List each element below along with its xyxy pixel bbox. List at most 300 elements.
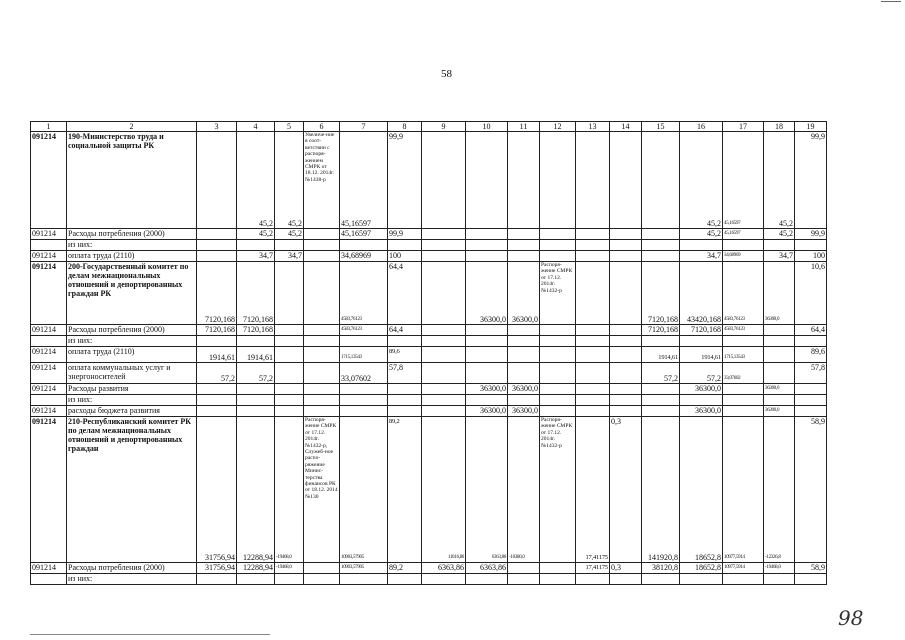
cell xyxy=(304,229,340,240)
note-cell: Распоря-жение СМРК от 17.12. 2014г. №1432-р xyxy=(540,417,576,563)
cell xyxy=(576,229,610,240)
cell xyxy=(610,336,642,347)
kbk-code: 091214 xyxy=(31,406,67,417)
cell xyxy=(576,363,610,384)
cell xyxy=(723,384,764,395)
cell xyxy=(422,406,466,417)
cell: 45,2 xyxy=(237,229,275,240)
cell xyxy=(197,240,237,251)
cell xyxy=(540,574,576,585)
col-header: 13 xyxy=(576,122,610,132)
col-header: 1 xyxy=(31,122,67,132)
cell: 89,6 xyxy=(388,347,422,363)
cell xyxy=(576,406,610,417)
cell xyxy=(508,363,540,384)
cell xyxy=(304,395,340,406)
cell xyxy=(642,132,680,229)
cell xyxy=(237,240,275,251)
cell: 18652,8 xyxy=(680,417,723,563)
cell: 36300,0 xyxy=(764,406,795,417)
table-row xyxy=(31,574,827,585)
kbk-code: 091214 xyxy=(31,325,67,336)
row-name: оплата труда (2110) xyxy=(67,347,197,363)
col-header: 12 xyxy=(540,122,576,132)
cell: 36300,0 xyxy=(680,406,723,417)
cell xyxy=(540,395,576,406)
col-header: 16 xyxy=(680,122,723,132)
cell xyxy=(680,336,723,347)
cell: -19468,0 xyxy=(275,563,304,574)
cell: 7120,168 xyxy=(197,325,237,336)
cell xyxy=(466,574,508,585)
cell xyxy=(466,251,508,262)
cell xyxy=(508,132,540,229)
note-cell: Распоря-жение СМРК от 17.12. 2014г. №1432-р, Служеб-ное распо-ряжение Минис-терства финансов РК от 18.12. 2014 №130 xyxy=(304,417,340,563)
cell xyxy=(466,395,508,406)
cell: 57,2 xyxy=(642,363,680,384)
cell: 12288,94 xyxy=(237,563,275,574)
cell xyxy=(275,363,304,384)
cell: 18652,8 xyxy=(680,563,723,574)
col-header: 4 xyxy=(237,122,275,132)
cell xyxy=(466,240,508,251)
cell xyxy=(275,395,304,406)
cell: 7120,168 xyxy=(680,325,723,336)
cell xyxy=(466,363,508,384)
col-header: 15 xyxy=(642,122,680,132)
kbk-code: 091214 xyxy=(31,384,67,395)
cell xyxy=(197,406,237,417)
cell xyxy=(237,406,275,417)
cell xyxy=(642,336,680,347)
cell xyxy=(304,251,340,262)
cell xyxy=(610,574,642,585)
cell xyxy=(610,363,642,384)
cell xyxy=(340,395,388,406)
cell xyxy=(610,229,642,240)
cell: 10977,5914 xyxy=(723,563,764,574)
cell: 36300,0 xyxy=(508,262,540,325)
cell xyxy=(764,347,795,363)
cell: 36300,0 xyxy=(508,384,540,395)
cell: 36300,0 xyxy=(466,262,508,325)
cell: 34,7 xyxy=(237,251,275,262)
col-header: 14 xyxy=(610,122,642,132)
cell: 58,9 xyxy=(795,563,827,574)
cell: 11016,86 xyxy=(422,417,466,563)
table-row xyxy=(31,251,827,262)
cell: 57,8 xyxy=(795,363,827,384)
cell: -19468,0 xyxy=(275,417,304,563)
cell xyxy=(304,574,340,585)
cell: 1914,61 xyxy=(642,347,680,363)
cell xyxy=(237,384,275,395)
cell xyxy=(576,262,610,325)
cell xyxy=(764,240,795,251)
cell xyxy=(508,336,540,347)
kbk-code: 091214 xyxy=(31,229,67,240)
cell xyxy=(642,574,680,585)
table-row xyxy=(31,240,827,251)
cell: 58,9 xyxy=(795,417,827,563)
cell: 4583,76123 xyxy=(723,325,764,336)
cell xyxy=(275,336,304,347)
cell xyxy=(388,574,422,585)
cell: 6363,86 xyxy=(466,563,508,574)
kbk-code: 091214 xyxy=(31,347,67,363)
cell: 36300,0 xyxy=(680,384,723,395)
cell xyxy=(540,347,576,363)
note-cell: Увеличе-ние в соот-ветствии с распоря-жением СМРК от 18.12. 2014г. №1438-р xyxy=(304,132,340,229)
row-name: 210-Республиканский комитет РК по делам межнациональных отношений и депортированных граждан xyxy=(67,417,197,563)
cell xyxy=(764,336,795,347)
table-row xyxy=(31,363,827,384)
row-name: из них: xyxy=(67,574,197,585)
cell: 6363,86 xyxy=(466,417,508,563)
cell: 1715,13543 xyxy=(340,347,388,363)
cell: 38120,8 xyxy=(642,563,680,574)
row-name: Расходы потребления (2000) xyxy=(67,563,197,574)
cell xyxy=(576,574,610,585)
col-header: 5 xyxy=(275,122,304,132)
cell: 43420,168 xyxy=(680,262,723,325)
cell xyxy=(275,262,304,325)
kbk-code: 091214 xyxy=(31,417,67,563)
cell xyxy=(340,384,388,395)
cell xyxy=(576,336,610,347)
cell xyxy=(422,336,466,347)
cell: 57,2 xyxy=(680,363,723,384)
cell xyxy=(466,132,508,229)
cell xyxy=(340,240,388,251)
cell: 45,2 xyxy=(680,132,723,229)
cell xyxy=(540,336,576,347)
handwritten-page-number: 98 xyxy=(838,606,864,630)
cell xyxy=(642,406,680,417)
cell xyxy=(540,240,576,251)
cell: 1914,61 xyxy=(197,347,237,363)
table-row xyxy=(31,406,827,417)
cell xyxy=(197,574,237,585)
cell: 45,2 xyxy=(275,229,304,240)
cell xyxy=(466,229,508,240)
cell xyxy=(304,406,340,417)
cell: 64,4 xyxy=(795,325,827,336)
cell xyxy=(304,336,340,347)
cell: 89,6 xyxy=(795,347,827,363)
cell: 17,41175 xyxy=(576,563,610,574)
cell xyxy=(508,251,540,262)
cell xyxy=(576,325,610,336)
cell xyxy=(508,347,540,363)
kbk-code: 091214 xyxy=(31,563,67,574)
col-header: 7 xyxy=(340,122,388,132)
cell xyxy=(540,406,576,417)
cell: 7120,168 xyxy=(237,262,275,325)
cell: 99,9 xyxy=(795,229,827,240)
cell: 0,3 xyxy=(610,563,642,574)
cell xyxy=(388,240,422,251)
cell xyxy=(304,262,340,325)
cell: 45,2 xyxy=(237,132,275,229)
cell: 7120,168 xyxy=(642,325,680,336)
kbk-code: 091214 xyxy=(31,132,67,229)
cell xyxy=(576,132,610,229)
cell xyxy=(197,251,237,262)
cell: 45,16597 xyxy=(340,229,388,240)
cell: 36300,0 xyxy=(466,384,508,395)
table-row xyxy=(31,325,827,336)
cell xyxy=(304,563,340,574)
cell: 57,8 xyxy=(388,363,422,384)
cell xyxy=(680,574,723,585)
cell: 45,16597 xyxy=(723,132,764,229)
table-row xyxy=(31,336,827,347)
cell xyxy=(610,251,642,262)
cell: 89,2 xyxy=(388,417,422,563)
row-name: Расходы развития xyxy=(67,384,197,395)
cell xyxy=(422,262,466,325)
cell xyxy=(642,251,680,262)
footer-rule xyxy=(30,634,270,635)
cell xyxy=(275,384,304,395)
cell: -10380,0 xyxy=(508,417,540,563)
cell: 33,07602 xyxy=(723,363,764,384)
kbk-code: 091214 xyxy=(31,251,67,262)
row-name: из них: xyxy=(67,395,197,406)
cell: 34,7 xyxy=(764,251,795,262)
table-row xyxy=(31,262,827,325)
cell: 89,2 xyxy=(388,563,422,574)
cell xyxy=(304,240,340,251)
cell xyxy=(466,325,508,336)
cell xyxy=(275,347,304,363)
cell xyxy=(508,229,540,240)
cell xyxy=(388,384,422,395)
cell xyxy=(422,240,466,251)
cell xyxy=(723,336,764,347)
cell xyxy=(576,240,610,251)
cell xyxy=(610,384,642,395)
cell xyxy=(795,384,827,395)
col-header: 9 xyxy=(422,122,466,132)
col-header: 8 xyxy=(388,122,422,132)
cell xyxy=(610,406,642,417)
corner-mark xyxy=(881,1,901,2)
cell xyxy=(642,384,680,395)
cell: 141920,8 xyxy=(642,417,680,563)
cell: 17,41175 xyxy=(576,417,610,563)
cell xyxy=(642,240,680,251)
cell xyxy=(422,363,466,384)
col-header: 6 xyxy=(304,122,340,132)
budget-table xyxy=(30,121,827,585)
cell xyxy=(795,395,827,406)
cell xyxy=(508,563,540,574)
cell xyxy=(275,406,304,417)
cell xyxy=(466,336,508,347)
cell xyxy=(795,574,827,585)
cell xyxy=(795,240,827,251)
cell xyxy=(540,363,576,384)
cell xyxy=(304,363,340,384)
note-cell: Распоря-жение СМРК от 17.12. 2014г. №1432-р xyxy=(540,262,576,325)
cell xyxy=(197,229,237,240)
kbk-code xyxy=(31,240,67,251)
cell xyxy=(680,240,723,251)
cell: 31756,94 xyxy=(197,563,237,574)
cell: 45,2 xyxy=(764,132,795,229)
cell: 45,16597 xyxy=(340,132,388,229)
cell xyxy=(508,395,540,406)
row-name: из них: xyxy=(67,336,197,347)
table-row xyxy=(31,229,827,240)
cell xyxy=(642,229,680,240)
cell: 45,2 xyxy=(764,229,795,240)
table-row xyxy=(31,132,827,229)
cell: 34,68969 xyxy=(340,251,388,262)
cell xyxy=(764,363,795,384)
cell: 36300,0 xyxy=(508,406,540,417)
cell: -12326,8 xyxy=(764,417,795,563)
table-row xyxy=(31,384,827,395)
cell xyxy=(680,395,723,406)
cell xyxy=(576,251,610,262)
cell xyxy=(388,395,422,406)
cell xyxy=(422,229,466,240)
cell xyxy=(197,132,237,229)
row-name: расходы бюджета развития xyxy=(67,406,197,417)
cell: 64,4 xyxy=(388,325,422,336)
col-header: 11 xyxy=(508,122,540,132)
cell: 34,7 xyxy=(680,251,723,262)
cell: 36300,0 xyxy=(764,384,795,395)
cell: 4583,76123 xyxy=(340,325,388,336)
cell: 7120,168 xyxy=(642,262,680,325)
cell: 12288,94 xyxy=(237,417,275,563)
cell xyxy=(795,406,827,417)
cell: 6363,86 xyxy=(422,563,466,574)
cell xyxy=(540,384,576,395)
row-name: из них: xyxy=(67,240,197,251)
cell xyxy=(576,395,610,406)
cell: 57,2 xyxy=(237,363,275,384)
header-row xyxy=(31,122,827,132)
col-header: 17 xyxy=(723,122,764,132)
cell xyxy=(304,347,340,363)
cell: 31756,94 xyxy=(197,417,237,563)
cell: 1914,61 xyxy=(680,347,723,363)
row-name: оплата труда (2110) xyxy=(67,251,197,262)
cell xyxy=(508,325,540,336)
cell xyxy=(237,395,275,406)
cell: 10903,57905 xyxy=(340,417,388,563)
cell xyxy=(540,132,576,229)
cell: 1914,61 xyxy=(237,347,275,363)
cell: 4583,76123 xyxy=(723,262,764,325)
cell xyxy=(723,406,764,417)
cell xyxy=(422,384,466,395)
cell xyxy=(304,325,340,336)
cell xyxy=(422,574,466,585)
col-header: 10 xyxy=(466,122,508,132)
cell xyxy=(197,384,237,395)
cell xyxy=(275,574,304,585)
cell: 100 xyxy=(795,251,827,262)
cell: 99,9 xyxy=(388,132,422,229)
cell xyxy=(275,325,304,336)
cell: 100 xyxy=(388,251,422,262)
cell: 7120,168 xyxy=(237,325,275,336)
cell xyxy=(610,347,642,363)
cell xyxy=(576,347,610,363)
kbk-code: 091214 xyxy=(31,262,67,325)
cell xyxy=(237,336,275,347)
cell xyxy=(540,251,576,262)
cell xyxy=(340,574,388,585)
cell: 34,68969 xyxy=(723,251,764,262)
table-row xyxy=(31,395,827,406)
cell xyxy=(466,347,508,363)
cell xyxy=(540,229,576,240)
col-header: 2 xyxy=(67,122,197,132)
cell xyxy=(422,347,466,363)
cell: 36300,0 xyxy=(466,406,508,417)
row-name: Расходы потребления (2000) xyxy=(67,229,197,240)
cell: 34,7 xyxy=(275,251,304,262)
cell: 1715,13543 xyxy=(723,347,764,363)
row-name: 190-Министерство труда и социальной защиты РК xyxy=(67,132,197,229)
cell xyxy=(723,574,764,585)
col-header: 18 xyxy=(764,122,795,132)
kbk-code: 091214 xyxy=(31,363,67,384)
cell: 10977,5914 xyxy=(723,417,764,563)
row-name: оплата коммунальных услуг и энергоносителей xyxy=(67,363,197,384)
cell: 57,2 xyxy=(197,363,237,384)
cell xyxy=(388,406,422,417)
cell xyxy=(764,574,795,585)
cell xyxy=(304,384,340,395)
cell xyxy=(610,395,642,406)
cell xyxy=(422,325,466,336)
table-row xyxy=(31,417,827,563)
cell xyxy=(422,395,466,406)
cell xyxy=(795,336,827,347)
cell xyxy=(642,395,680,406)
cell xyxy=(576,384,610,395)
col-header: 19 xyxy=(795,122,827,132)
table-row xyxy=(31,563,827,574)
cell xyxy=(422,251,466,262)
cell: 0,3 xyxy=(610,417,642,563)
cell xyxy=(540,563,576,574)
cell xyxy=(610,240,642,251)
cell xyxy=(197,336,237,347)
kbk-code xyxy=(31,574,67,585)
kbk-code xyxy=(31,336,67,347)
cell xyxy=(508,574,540,585)
cell xyxy=(723,395,764,406)
cell xyxy=(723,240,764,251)
col-header: 3 xyxy=(197,122,237,132)
cell: 4583,76123 xyxy=(340,262,388,325)
cell: 36300,0 xyxy=(764,262,795,325)
cell xyxy=(275,240,304,251)
cell: 33,07602 xyxy=(340,363,388,384)
cell: 99,9 xyxy=(388,229,422,240)
cell: 7120,168 xyxy=(197,262,237,325)
row-name: Расходы потребления (2000) xyxy=(67,325,197,336)
